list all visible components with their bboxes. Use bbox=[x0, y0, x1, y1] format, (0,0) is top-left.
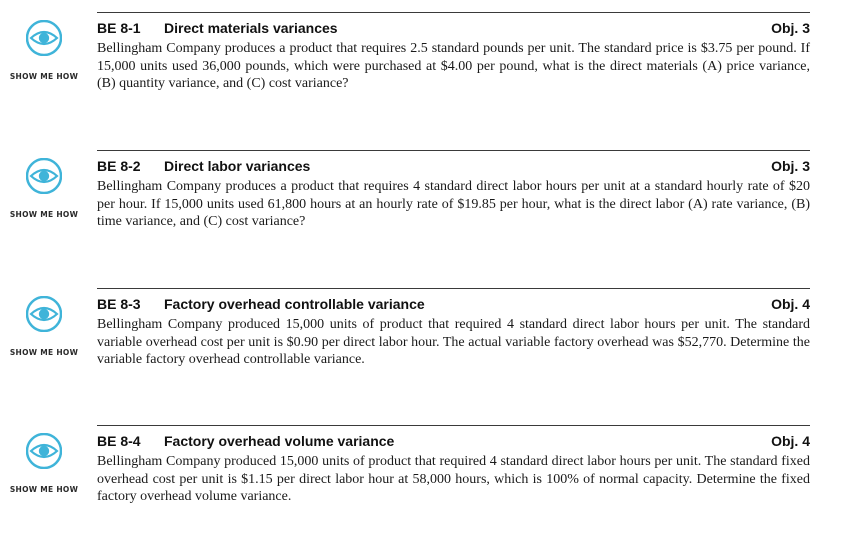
exercise-title: Direct materials variances bbox=[164, 20, 338, 36]
exercise-block bbox=[0, 413, 867, 543]
eye-icon bbox=[26, 296, 62, 332]
exercise-text: Bellingham Company produced 15,000 units of product that required 4 standard direct labor hours per unit. The standard variable overhead cost per unit is $0.90 per direct labor hour. The actual variable factory overhead was $52,770. Determine the variable factory overhead controllable variance. bbox=[97, 317, 810, 367]
exercise-header bbox=[97, 296, 810, 316]
divider bbox=[97, 288, 810, 289]
divider bbox=[97, 12, 810, 13]
exercise-objective: Obj. 3 bbox=[771, 158, 810, 174]
divider bbox=[97, 150, 810, 151]
exercise-id: BE 8-1 bbox=[97, 20, 141, 36]
exercise-header bbox=[97, 433, 810, 453]
show-me-how-label: SHOW ME HOW bbox=[9, 485, 79, 494]
exercise-header bbox=[97, 158, 810, 178]
exercise-objective: Obj. 4 bbox=[771, 296, 810, 312]
exercise-objective: Obj. 4 bbox=[771, 433, 810, 449]
exercise-text: Bellingham Company produces a product that requires 2.5 standard pounds per unit. The standard price is $3.75 per pound. If 15,000 units used 36,000 pounds, which were purchased at $4.00 per pound, what is the direct materials (A) price variance, (B) quantity variance, and (C) cost variance? bbox=[97, 41, 810, 91]
exercise-title: Factory overhead volume variance bbox=[164, 433, 395, 449]
show-me-how-label: SHOW ME HOW bbox=[9, 210, 79, 219]
exercise-block bbox=[0, 138, 867, 268]
exercise-objective: Obj. 3 bbox=[771, 20, 810, 36]
exercise-id: BE 8-2 bbox=[97, 158, 141, 174]
show-me-how-button[interactable] bbox=[6, 433, 82, 503]
exercise-block bbox=[0, 0, 867, 130]
show-me-how-label: SHOW ME HOW bbox=[9, 348, 79, 357]
exercise-id: BE 8-3 bbox=[97, 296, 141, 312]
eye-icon bbox=[26, 158, 62, 194]
show-me-how-button[interactable] bbox=[6, 20, 82, 90]
show-me-how-button[interactable] bbox=[6, 296, 82, 366]
exercise-title: Direct labor variances bbox=[164, 158, 311, 174]
exercise-id: BE 8-4 bbox=[97, 433, 141, 449]
eye-icon bbox=[26, 433, 62, 469]
exercise-title: Factory overhead controllable variance bbox=[164, 296, 425, 312]
show-me-how-button[interactable] bbox=[6, 158, 82, 228]
eye-icon bbox=[26, 20, 62, 56]
exercise-header bbox=[97, 20, 810, 40]
divider bbox=[97, 425, 810, 426]
exercise-text: Bellingham Company produces a product that requires 4 standard direct labor hours per unit at a standard hourly rate of $20 per hour. If 15,000 units used 61,800 hours at an hourly rate of $19.85 per hour, what is the direct labor (A) rate variance, (B) time variance, and (C) cost variance? bbox=[97, 179, 810, 229]
exercise-block bbox=[0, 276, 867, 406]
exercise-text: Bellingham Company produced 15,000 units of product that required 4 standard direct labor hours per unit. The standard fixed overhead cost per unit is $1.15 per direct labor hour at 58,000 hours, which is 100% of normal capacity. Determine the fixed factory overhead volume variance. bbox=[97, 454, 810, 504]
show-me-how-label: SHOW ME HOW bbox=[9, 72, 79, 81]
